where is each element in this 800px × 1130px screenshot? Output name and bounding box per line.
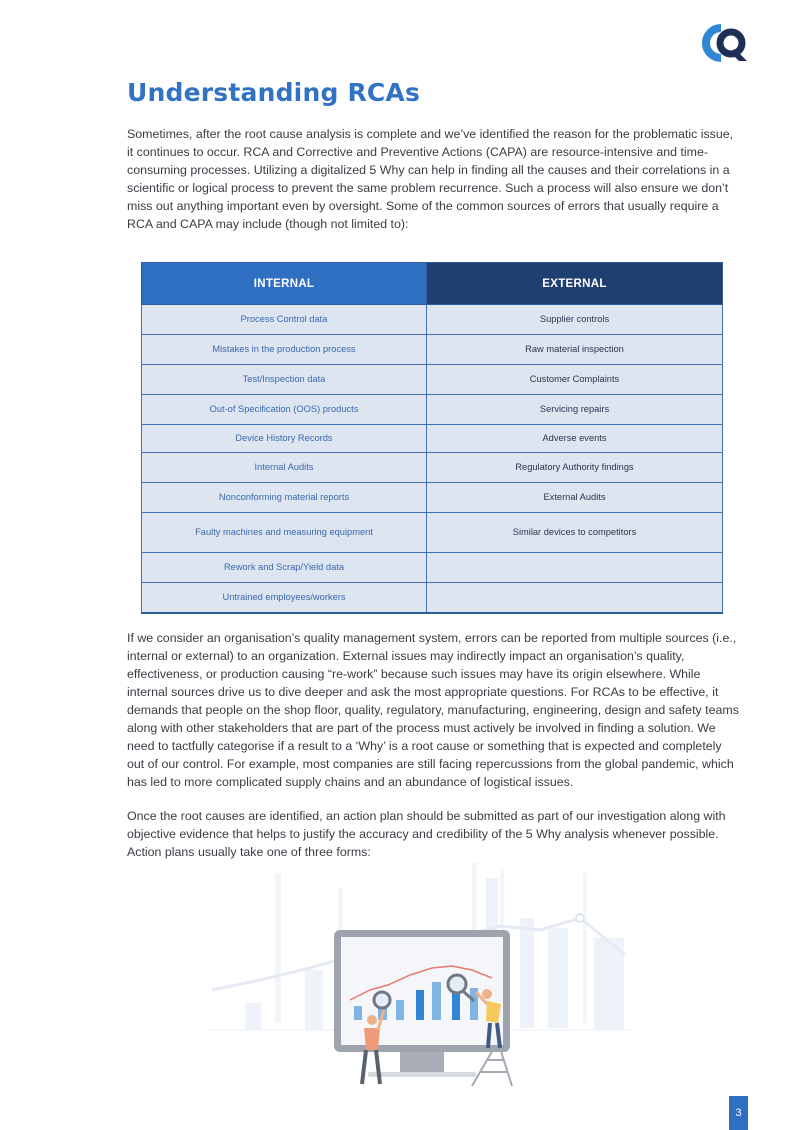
table-row: [142, 583, 723, 614]
internal-cell: Device History Records: [142, 425, 427, 453]
page-title: Understanding RCAs: [127, 78, 421, 107]
external-cell: [427, 583, 723, 614]
table-row: [142, 483, 723, 513]
external-cell: [427, 553, 723, 583]
cq-logo-icon: [697, 24, 749, 62]
action-plan-paragraph: Once the root causes are identified, an action plan should be submitted as part of our investigation along with objective evidence that helps to justify the accuracy and credibility of the 5 Why analysis whenever possible. Action plans usually take one of three forms:: [127, 809, 726, 859]
external-cell: Raw material inspection: [427, 335, 723, 365]
table-row: [142, 553, 723, 583]
external-header: EXTERNAL: [427, 263, 723, 305]
table-row: [142, 305, 723, 335]
intro-paragraph: Sometimes, after the root cause analysis is complete and we’ve identified the reason for the problematic issue, it continues to occur. RCA and Corrective and Preventive Actions (CAPA) are resource-intensive and time-consuming processes. Utilizing a digitalized 5 Why can help in finding all the causes and their correlations in a scientific or logical process to prevent the same problem recurrence. Such a process will also ensure we don’t miss out anything important even by oversight. Some of the common sources of errors that usually require a RCA and CAPA may include (though not limited to):: [127, 127, 734, 231]
internal-cell: Untrained employees/workers: [142, 583, 427, 614]
page-number: 3: [729, 1096, 748, 1130]
table-row: [142, 425, 723, 453]
external-cell: External Audits: [427, 483, 723, 513]
internal-cell: Internal Audits: [142, 453, 427, 483]
internal-cell: Faulty machines and measuring equipment: [142, 513, 427, 553]
sources-paragraph: If we consider an organisation’s quality management system, errors can be reported from multiple sources (i.e., internal or external) to an organization. External issues may indirectly impact an organisation’s quality, effectiveness, or production causing “re-work” because such issues may have its origin elsewhere. While internal sources drive us to dive deeper and ask the most appropriate questions. For RCAs to be effective, it demands that people on the shop floor, quality, regulatory, manufacturing, engineering, design and safety teams along with other stakeholders that are part of the process must actively be involved in finding a solution. We need to tactfully categorise if a result to a ‘Why’ is a root cause or something that is expected and completely out of our control. For example, most companies are still facing repercussions from the global pandemic, which has led to more complicated supply chains and an abundance of logistical issues.: [127, 631, 739, 789]
internal-cell: Mistakes in the production process: [142, 335, 427, 365]
internal-cell: Nonconforming material reports: [142, 483, 427, 513]
external-cell: Servicing repairs: [427, 395, 723, 425]
external-cell: Similar devices to competitors: [427, 513, 723, 553]
error-sources-table: [141, 262, 723, 614]
table-row: [142, 513, 723, 553]
table-header-row: [142, 263, 723, 305]
internal-cell: Process Control data: [142, 305, 427, 335]
internal-header: INTERNAL: [142, 263, 427, 305]
internal-cell: Rework and Scrap/Yield data: [142, 553, 427, 583]
table-row: [142, 453, 723, 483]
external-cell: Supplier controls: [427, 305, 723, 335]
external-cell: Customer Complaints: [427, 365, 723, 395]
table-row: [142, 395, 723, 425]
table-row: [142, 365, 723, 395]
internal-cell: Out-of Specification (OOS) products: [142, 395, 427, 425]
table-row: [142, 335, 723, 365]
external-cell: Adverse events: [427, 425, 723, 453]
data-analysis-illustration-icon: [200, 858, 640, 1090]
external-cell: Regulatory Authority findings: [427, 453, 723, 483]
internal-cell: Test/Inspection data: [142, 365, 427, 395]
